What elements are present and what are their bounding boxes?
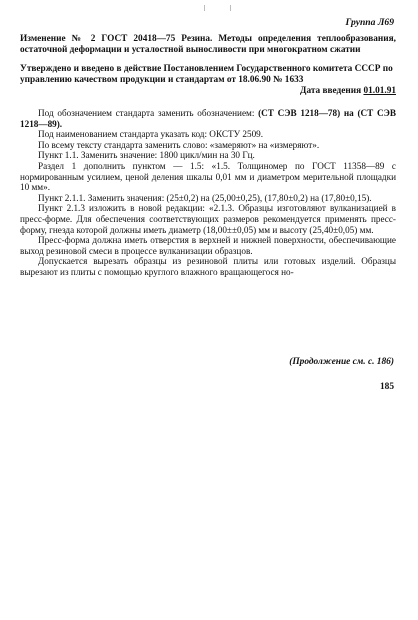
paragraph-item-1-1: Пункт 1.1. Заменить значение: 1800 цикл/мин на 30 Гц.: [38, 150, 255, 161]
amendment-title: Изменение № 2 ГОСТ 20418—75 Резина. Методы определения теплообразования, остаточной деформации и усталостной выносливости при многократном сжатии: [20, 34, 396, 56]
scan-mark: ǀ: [230, 4, 232, 13]
document-body: [20, 108, 396, 278]
paragraph-section-1: Раздел 1 дополнить пунктом — 1.5: «1.5. Толщиномер по ГОСТ 11358—89 с нормированным усилием, ценой деления шкалы 0,01 мм и диаметром мерительной площадки 10 мм».: [20, 160, 396, 193]
paragraph-press-form: Пресс-форма должна иметь отверстия в верхней и нижней поверхности, обеспечивающие выход резиновой смеси в процессе вулканизации образцов.: [20, 235, 396, 256]
page-number: 185: [379, 382, 394, 392]
paragraph-item-2-1-3: Пункт 2.1.3 изложить в новой редакции: «2.1.3. Образцы изготовляют вулканизацией в пресс-форме. Для обеспечения соответствующих размеров рекомендуется применять пресс-форму, гнезда которой должны иметь диаметр (18,00±±0,05) мм и высоту (25,40±0,05) мм.: [20, 203, 396, 235]
group-label: Группа Л69: [345, 17, 394, 28]
approval-block: [20, 64, 396, 98]
effective-date-label: Дата введения: [300, 86, 362, 97]
paragraph-code: Под наименованием стандарта указать код: ОКСТУ 2509.: [38, 129, 264, 140]
continuation-note: (Продолжение см. с. 186): [289, 357, 394, 367]
paragraph-cutting: Допускается вырезать образцы из резиновой плиты или готовых изделий. Образцы вырезают из плиты с помощью круглого влажного вращающегося но-: [20, 256, 396, 277]
paragraph-text: Под обозначением стандарта заменить обозначением:: [38, 108, 255, 118]
effective-date-value: 01.01.91: [363, 86, 396, 97]
approval-text: Утверждено и введено в действие Постановлением Государственного комитета СССР по управлению качеством продукции и стандартам от 18.06.90 № 1633: [20, 64, 393, 86]
designation-change: (СТ СЭВ 1218—78) на (СТ СЭВ 1218—89).: [20, 108, 396, 129]
scan-mark: ǀ: [204, 4, 206, 13]
paragraph-item-2-1-1: Пункт 2.1.1. Заменить значения: (25±0,2) на (25,00±0,25), (17,80±0,2) на (17,80±0,15).: [38, 192, 372, 203]
effective-date: [20, 86, 396, 97]
paragraph-word-replace: По всему тексту стандарта заменить слово: «замеряют» на «измеряют».: [38, 139, 320, 150]
paragraph-designation: [20, 108, 396, 129]
